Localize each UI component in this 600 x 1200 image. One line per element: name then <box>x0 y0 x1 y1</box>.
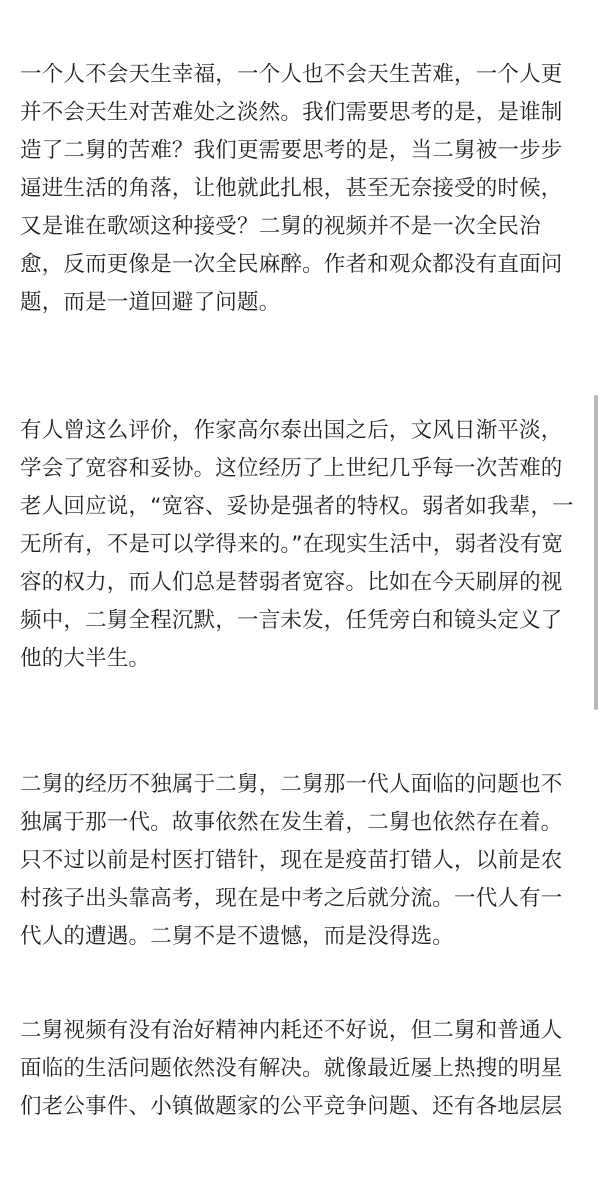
paragraph-1 <box>20 56 588 322</box>
text-line: 无所有，不是可以学得来的。”在现实生活中，弱者没有宽 <box>20 532 564 557</box>
text-line: 面临的生活问题依然没有解决。就像最近屡上热搜的明星 <box>20 1056 563 1081</box>
text-line: 二舅视频有没有治好精神内耗还不好说，但二舅和普通人 <box>20 1018 563 1043</box>
text-line: 频中，二舅全程沉默，一言未发，任凭旁白和镜头定义了 <box>20 608 563 633</box>
text-line: 题，而是一道回避了问题。 <box>20 290 281 315</box>
text-line: 有人曾这么评价，作家高尔泰出国之后，文风日渐平淡， <box>20 418 563 443</box>
text-line: 村孩子出头靠高考，现在是中考之后就分流。一代人有一 <box>20 886 563 911</box>
text-line: 老人回应说，“宽容、妥协是强者的特权。弱者如我辈，一 <box>20 494 574 519</box>
paragraph-2 <box>20 412 588 678</box>
text-line: 一个人不会天生幸福，一个人也不会天生苦难，一个人更 <box>20 62 563 87</box>
text-line: 他的大半生。 <box>20 646 151 671</box>
text-line: 并不会天生对苦难处之淡然。我们需要思考的是，是谁制 <box>20 100 563 125</box>
text-line: 代人的遭遇。二舅不是不遗憾，而是没得选。 <box>20 924 455 949</box>
text-line: 二舅的经历不独属于二舅，二舅那一代人面临的问题也不 <box>20 772 563 797</box>
paragraph-3 <box>20 766 588 956</box>
scrollbar-thumb[interactable] <box>594 395 598 710</box>
text-line: 独属于那一代。故事依然在发生着，二舅也依然存在着。 <box>20 810 563 835</box>
text-line: 只不过以前是村医打错针，现在是疫苗打错人，以前是农 <box>20 848 563 873</box>
text-line: 愈，反而更像是一次全民麻醉。作者和观众都没有直面问 <box>20 252 563 277</box>
text-line: 学会了宽容和妥协。这位经历了上世纪几乎每一次苦难的 <box>20 456 563 481</box>
paragraph-4 <box>20 1012 588 1126</box>
text-line: 们老公事件、小镇做题家的公平竞争问题、还有各地层层 <box>20 1094 563 1119</box>
text-line: 又是谁在歌颂这种接受？二舅的视频并不是一次全民治 <box>20 214 541 239</box>
text-line: 逼进生活的角落，让他就此扎根，甚至无奈接受的时候， <box>20 176 563 201</box>
text-line: 容的权力，而人们总是替弱者宽容。比如在今天刷屏的视 <box>20 570 563 595</box>
text-line: 造了二舅的苦难？我们更需要思考的是，当二舅被一步步 <box>20 138 563 163</box>
